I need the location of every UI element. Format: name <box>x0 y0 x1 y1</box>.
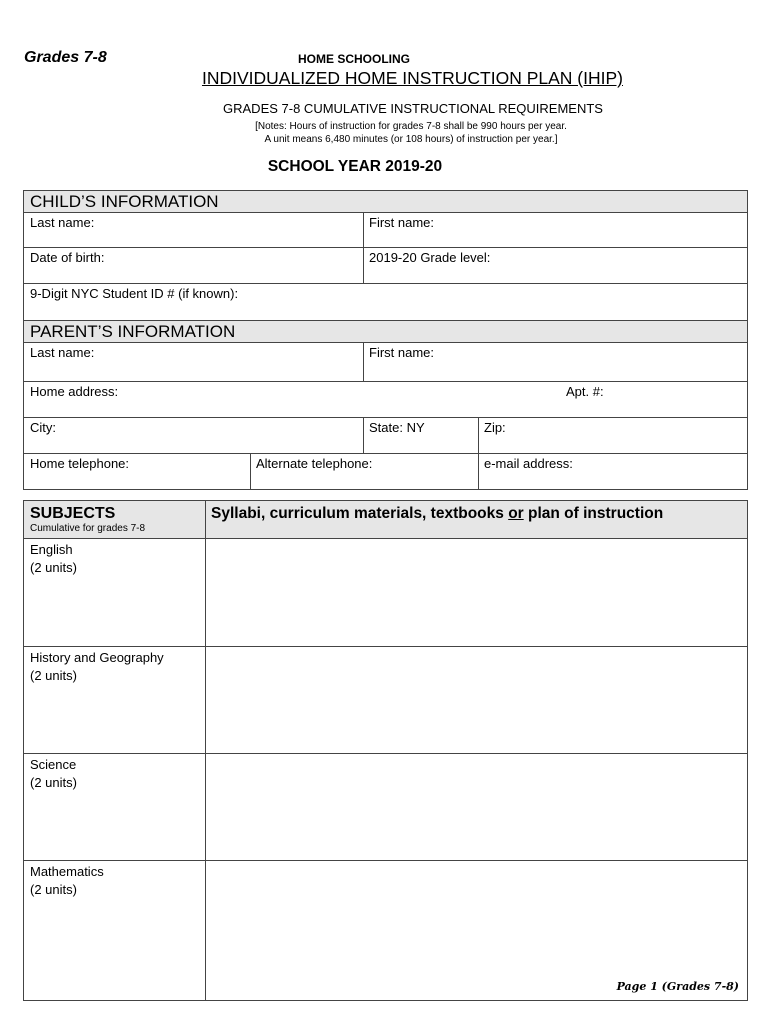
page-footer: Page 1 (Grades 7-8) <box>616 980 739 993</box>
subject-english-units: (2 units) <box>30 560 77 575</box>
grade-tag: Grades 7-8 <box>24 49 107 66</box>
city-label: City: <box>30 420 56 435</box>
subject-mathematics-name: Mathematics <box>30 864 104 879</box>
history-plan-field[interactable] <box>206 647 747 753</box>
apt-field[interactable] <box>560 382 747 417</box>
state-field[interactable] <box>363 418 478 453</box>
child-grade-level-label: 2019-20 Grade level: <box>369 250 491 265</box>
child-grade-level-field[interactable] <box>363 248 747 283</box>
subjects-heading: SUBJECTS <box>30 505 116 522</box>
apt-label: Apt. #: <box>566 384 604 399</box>
syllabi-heading <box>211 505 663 523</box>
subjects-heading-cell <box>30 505 145 534</box>
email-label: e-mail address: <box>484 456 573 471</box>
child-first-name-field[interactable] <box>363 213 747 247</box>
parent-first-name-label: First name: <box>369 345 435 360</box>
home-telephone-field[interactable] <box>24 454 250 489</box>
science-plan-field[interactable] <box>206 754 747 860</box>
syllabi-heading-part1: Syllabi, curriculum materials, textbooks <box>211 505 509 522</box>
english-plan-field[interactable] <box>206 540 747 646</box>
subjects-header-row <box>24 501 747 539</box>
home-address-field[interactable] <box>24 382 544 417</box>
child-first-name-label: First name: <box>369 215 435 230</box>
home-address-label: Home address: <box>30 384 119 399</box>
subject-science-units: (2 units) <box>30 775 77 790</box>
state-label: State: NY <box>369 420 425 435</box>
subject-english-name: English <box>30 542 73 557</box>
page-title <box>0 68 770 89</box>
home-schooling-label: HOME SCHOOLING <box>297 52 410 66</box>
email-field[interactable] <box>478 454 747 489</box>
subjects-table <box>23 500 748 1001</box>
parent-info-heading: PARENT’S INFORMATION <box>24 321 747 343</box>
page-title-text: INDIVIDUALIZED HOME INSTRUCTION PLAN (IHIP) <box>201 68 623 88</box>
child-last-name-label: Last name: <box>30 215 95 230</box>
child-last-name-field[interactable] <box>24 213 363 247</box>
subject-history-geography <box>24 647 205 753</box>
parent-info-section <box>23 320 748 490</box>
subject-science <box>24 754 205 860</box>
subject-history-name: History and Geography <box>30 650 164 665</box>
instruction-notes <box>0 120 770 146</box>
alternate-telephone-label: Alternate telephone: <box>256 456 373 471</box>
zip-label: Zip: <box>484 420 506 435</box>
note-line-1: [Notes: Hours of instruction for grades 7-8 shall be 990 hours per year. <box>255 121 567 132</box>
requirements-heading: GRADES 7-8 CUMULATIVE INSTRUCTIONAL REQUIREMENTS <box>223 101 603 116</box>
subject-english <box>24 539 205 646</box>
parent-first-name-field[interactable] <box>363 343 747 381</box>
child-dob-field[interactable] <box>24 248 363 283</box>
subjects-subheading: Cumulative for grades 7-8 <box>30 523 146 534</box>
school-year: SCHOOL YEAR 2019-20 <box>267 158 443 175</box>
subject-science-name: Science <box>30 757 77 772</box>
child-info-section <box>23 190 748 321</box>
home-telephone-label: Home telephone: <box>30 456 130 471</box>
city-field[interactable] <box>24 418 363 453</box>
child-student-id-field[interactable] <box>24 284 747 320</box>
parent-last-name-label: Last name: <box>30 345 95 360</box>
note-line-2: A unit means 6,480 minutes (or 108 hours) of instruction per year.] <box>264 134 558 145</box>
subject-history-units: (2 units) <box>30 668 77 683</box>
syllabi-heading-part2: plan of instruction <box>523 505 664 522</box>
subject-mathematics-units: (2 units) <box>30 882 77 897</box>
syllabi-heading-or: or <box>508 505 524 522</box>
subject-mathematics <box>24 861 205 1000</box>
zip-field[interactable] <box>478 418 747 453</box>
child-student-id-label: 9-Digit NYC Student ID # (if known): <box>30 286 239 301</box>
parent-last-name-field[interactable] <box>24 343 363 381</box>
child-info-heading: CHILD’S INFORMATION <box>24 191 747 213</box>
child-dob-label: Date of birth: <box>30 250 105 265</box>
alternate-telephone-field[interactable] <box>250 454 478 489</box>
